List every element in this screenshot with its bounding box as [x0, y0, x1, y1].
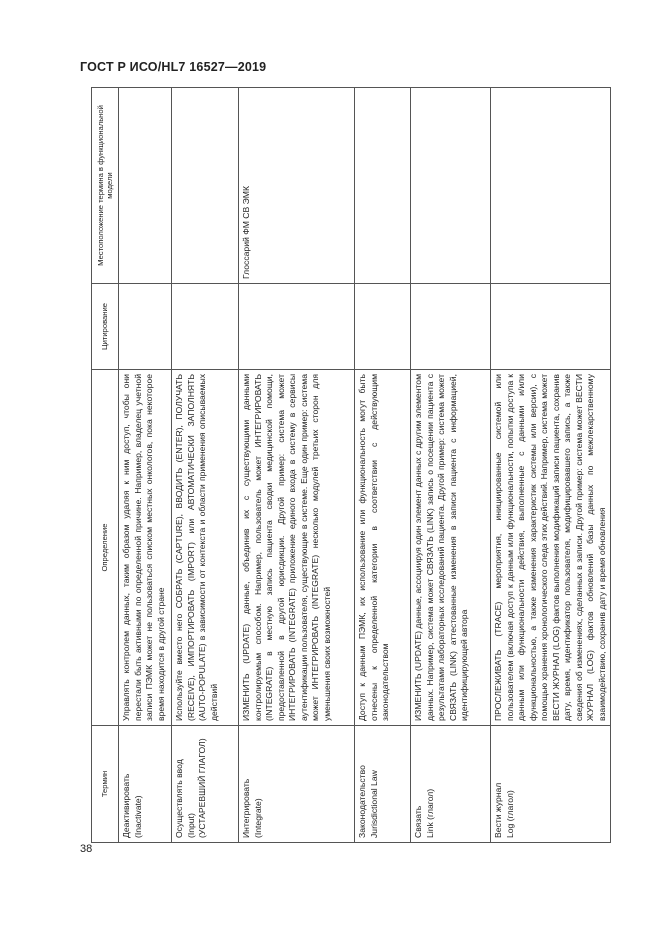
definition-cell: ИЗМЕНИТЬ (UPDATE) данные, объединив их с существующими данными контролируемым способом. Например, пользователь может ИНТЕГРИРОВАТЬ (INTEGRATE) в местную запись пациента сводки медицинской помощи, предоставленной в другой юрисдикции. Другой пример: система может ИНТЕГРИРОВАТЬ (INTEGRATE) приложение единого входа в систему в сервисы аутентификации пользователя, существующие в системе. Еще один пример: система может ИНТЕГРИРОВАТЬ (INTEGRATE) несколько модулей третьих сторон для уменьшения своих возможностей — [239, 370, 355, 726]
citation-cell — [411, 284, 491, 370]
header-citation: Цитирование — [92, 284, 119, 370]
term-name: Вести журнал — [493, 782, 503, 838]
header-location: Местоположение термина в функциональной модели — [92, 88, 119, 284]
header-definition: Определение — [92, 370, 119, 726]
term-cell — [411, 726, 491, 843]
citation-cell — [119, 284, 172, 370]
term-english: Jurisdictional Law — [368, 770, 379, 838]
term-english: Log (глагол) — [504, 790, 515, 838]
term-cell — [119, 726, 172, 843]
term-english: (Input) — [185, 813, 196, 838]
term-name: Интегрировать — [241, 778, 251, 838]
table-row — [119, 88, 172, 843]
location-cell — [355, 88, 411, 284]
table-row — [239, 88, 355, 843]
term-cell — [355, 726, 411, 843]
citation-cell — [239, 284, 355, 370]
term-name: Деактивировать — [121, 773, 131, 838]
location-cell — [491, 88, 611, 284]
page-number: 38 — [80, 843, 93, 855]
standard-header: ГОСТ Р ИСО/HL7 16527—2019 — [80, 60, 267, 74]
definition-cell: Доступ к данным ПЭМК, их использование или функциональность могут быть отнесены к определенной категории в соответствии с действующим законодательством — [355, 370, 411, 726]
table-row — [491, 88, 611, 843]
location-cell — [172, 88, 239, 284]
definition-cell: ИЗМЕНИТЬ (UPDATE) данные, ассоциируя один элемент данных с другим элементом данных. Например, система может СВЯЗАТЬ (LINK) запись о посещении пациента с результатами лабораторных исследований пациента. Другой пример: система может СВЯЗАТЬ (LINK) аттестованные изменения в записи пациента с информацией, идентифицирующей автора — [411, 370, 491, 726]
table-row — [355, 88, 411, 843]
citation-cell — [355, 284, 411, 370]
term-english: (Inactivate) — [132, 795, 143, 838]
term-note: (УСТАРЕВШИЙ ГЛАГОЛ) — [197, 738, 207, 838]
term-english: Link (глагол) — [424, 788, 435, 838]
table-header-row — [92, 88, 119, 843]
citation-cell — [491, 284, 611, 370]
rotated-table-wrapper — [91, 88, 607, 843]
location-cell — [119, 88, 172, 284]
header-term: Термин — [92, 726, 119, 843]
table-row — [172, 88, 239, 843]
definition-cell: ПРОСЛЕЖИВАТЬ (TRACE) мероприятия, инициированные системой или пользователем (включая доступ к данным или функциональности, попытки доступа к данным или функциональности действия, выполненные с данными и/или функциональностью, а также изменения характеристик системы или версии), с помощью хранения хронологического следа этих действий. Например, система может ВЕСТИ ЖУРНАЛ (LOG) фактов выполнения модификаций записи пациента, сохранив дату, время, идентификатор пользователя, модифицировавшего запись, а также сведения об изменениях, сделанных в записи. Другой пример: система может ВЕСТИ ЖУРНАЛ (LOG) фактов обновлений базы данных по межлекарственному взаимодействию, сохранив дату и время обновления — [491, 370, 611, 726]
terms-table — [91, 87, 611, 843]
location-cell — [411, 88, 491, 284]
term-cell — [172, 726, 239, 843]
term-cell — [239, 726, 355, 843]
location-cell: Глоссарий ФМ СВ ЭМК — [239, 88, 355, 284]
term-name: Осуществлять ввод — [174, 759, 184, 838]
definition-cell: Используйте вместо него СОБРАТЬ (CAPTURE), ВВОДИТЬ (ENTER), ПОЛУЧАТЬ (RECEIVE), ИМПОРТИРОВАТЬ (IMPORT) или АВТОМАТИЧЕСКИ ЗАПОЛНЯТЬ (AUTO-POPULATE) в зависимости от контекста и области применения описываемых действий — [172, 370, 239, 726]
term-cell — [491, 726, 611, 843]
definition-cell: Управлять контролем данных, таким образом удаляя к ним доступ, чтобы они перестали быть активными по определенной причине. Например, владелец учетной записи ПЭМК может не пользоваться списком местных онкологов, пока некоторое время находится в другой стране — [119, 370, 172, 726]
term-english: (Integrate) — [252, 798, 263, 838]
table-row — [411, 88, 491, 843]
citation-cell — [172, 284, 239, 370]
term-name: Законодательство — [357, 765, 367, 838]
term-name: Связать — [413, 805, 423, 838]
